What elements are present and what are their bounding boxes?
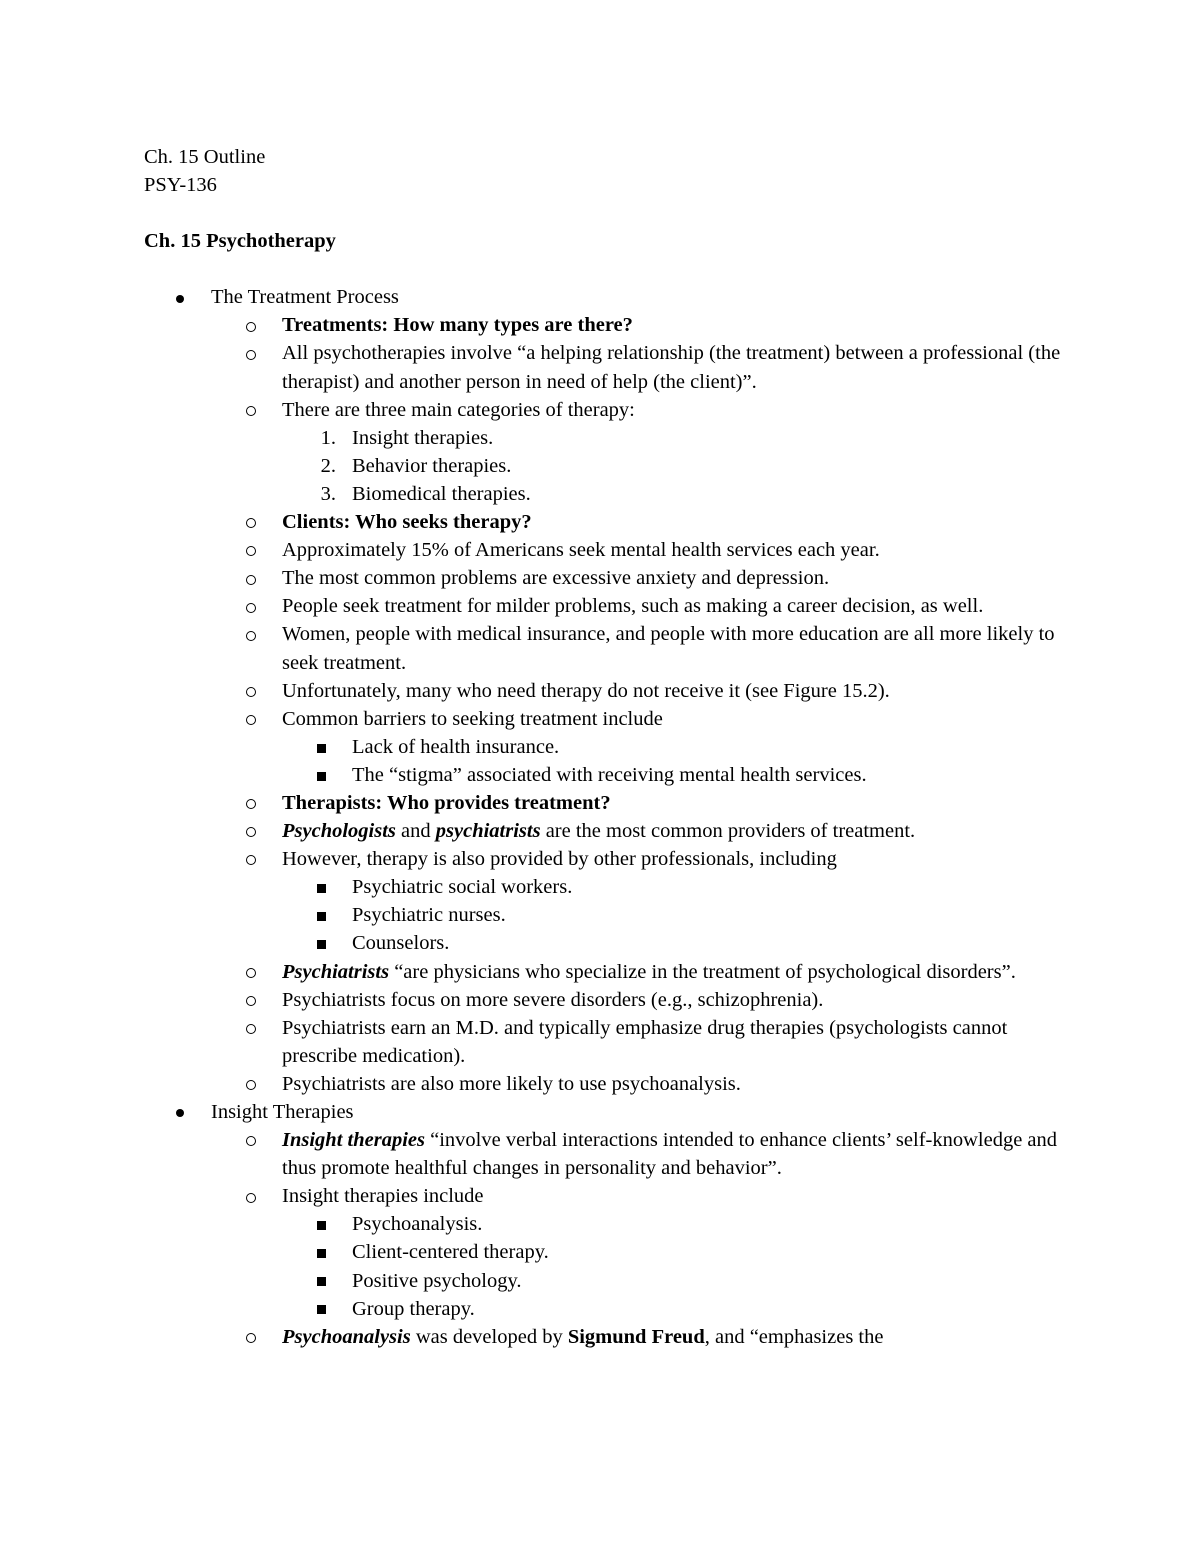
list-item-text: Women, people with medical insurance, and people with more education are all more likely to seek treatment. <box>282 623 1055 674</box>
numbered-item <box>144 480 1064 508</box>
course-code: PSY-136 <box>144 174 217 197</box>
list-item-text: Positive psychology. <box>352 1269 522 1292</box>
bullet-circle-icon <box>242 1323 260 1351</box>
list-item <box>144 677 1064 705</box>
document-page <box>144 143 1064 1351</box>
subheading-clients: Clients: Who seeks therapy? <box>282 511 532 534</box>
term-psychiatrists: psychiatrists <box>435 820 541 843</box>
list-item <box>144 789 1064 817</box>
text-fragment: and <box>395 820 436 843</box>
bullet-circle-icon <box>242 958 260 986</box>
list-item-text: Psychiatrists focus on more severe disorders (e.g., schizophrenia). <box>282 988 824 1011</box>
list-item <box>144 620 1064 676</box>
item-number: 3. <box>320 482 336 505</box>
item-number: 1. <box>320 426 336 449</box>
text-fragment: , and “emphasizes the <box>704 1325 884 1348</box>
list-item <box>144 1070 1064 1098</box>
list-item <box>144 845 1064 873</box>
list-item <box>144 986 1064 1014</box>
term-insight-therapies: Insight therapies <box>282 1129 425 1152</box>
sub-list-item <box>144 1238 1064 1266</box>
bullet-square-icon <box>312 1267 330 1295</box>
sub-list-item <box>144 1295 1064 1323</box>
list-item-text: Insight therapies include <box>282 1185 484 1208</box>
outline-title: Ch. 15 Outline <box>144 146 266 168</box>
bullet-square-icon <box>312 761 330 789</box>
bullet-circle-icon <box>242 564 260 592</box>
list-item-text: Psychiatrists are also more likely to use psychoanalysis. <box>282 1072 741 1095</box>
text-fragment: are the most common providers of treatment. <box>540 820 916 843</box>
list-item-text: Biomedical therapies. <box>352 482 531 505</box>
list-item <box>144 396 1064 424</box>
bullet-circle-icon <box>242 620 260 648</box>
list-item-text: The “stigma” associated with receiving mental health services. <box>352 763 867 786</box>
section-treatment-process <box>144 283 1064 311</box>
list-item-text: Unfortunately, many who need therapy do not receive it (see Figure 15.2). <box>282 679 890 702</box>
list-item <box>144 958 1064 986</box>
list-item-text: Common barriers to seeking treatment include <box>282 707 663 730</box>
bullet-square-icon <box>312 929 330 957</box>
term-psychologists: Psychologists <box>282 820 396 843</box>
list-item <box>144 508 1064 536</box>
name-sigmund-freud: Sigmund Freud <box>567 1325 705 1348</box>
sub-list-item <box>144 901 1064 929</box>
list-item-text: Psychoanalysis. <box>352 1213 483 1236</box>
text-fragment: was developed by <box>410 1325 568 1348</box>
list-item <box>144 592 1064 620</box>
subheading-therapists: Therapists: Who provides treatment? <box>282 791 611 814</box>
numbered-item <box>144 424 1064 452</box>
bullet-square-icon <box>312 901 330 929</box>
list-item-text: Approximately 15% of Americans seek mental health services each year. <box>282 539 880 562</box>
list-item-text: Psychiatrists earn an M.D. and typically emphasize drug therapies (psychologists cannot prescribe medication). <box>282 1016 1008 1067</box>
bullet-circle-icon <box>242 789 260 817</box>
list-item <box>144 705 1064 733</box>
list-item <box>144 311 1064 339</box>
bullet-circle-icon <box>242 1014 260 1042</box>
bullet-circle-icon <box>242 705 260 733</box>
list-item-text: People seek treatment for milder problems, such as making a career decision, as well. <box>282 595 984 618</box>
list-item <box>144 817 1064 845</box>
list-item-text: Psychiatric social workers. <box>352 876 573 899</box>
list-item <box>144 1182 1064 1210</box>
bullet-circle-icon <box>242 536 260 564</box>
list-item <box>144 339 1064 395</box>
sub-list-item <box>144 929 1064 957</box>
bullet-circle-icon <box>242 845 260 873</box>
text-fragment: “are physicians who specialize in the treatment of psychological disorders”. <box>389 960 1016 983</box>
list-item <box>144 536 1064 564</box>
sub-list-item <box>144 733 1064 761</box>
bullet-circle-icon <box>242 592 260 620</box>
bullet-square-icon <box>312 873 330 901</box>
chapter-title: Ch. 15 Psychotherapy <box>144 230 336 253</box>
list-item-text: All psychotherapies involve “a helping relationship (the treatment) between a professional (the therapist) and another person in need of help (the client)”. <box>282 342 1061 393</box>
list-item-text: Insight therapies. <box>352 426 494 449</box>
list-item <box>144 1323 1064 1351</box>
subheading-treatments: Treatments: How many types are there? <box>282 314 633 337</box>
bullet-circle-icon <box>242 396 260 424</box>
list-item-text: Client-centered therapy. <box>352 1241 549 1264</box>
section-heading: The Treatment Process <box>211 286 399 309</box>
bullet-circle-icon <box>242 1182 260 1210</box>
list-item <box>144 1126 1064 1182</box>
numbered-item <box>144 452 1064 480</box>
bullet-square-icon <box>312 1295 330 1323</box>
list-item-text: Behavior therapies. <box>352 454 512 477</box>
bullet-square-icon <box>312 1238 330 1266</box>
item-number: 2. <box>320 454 336 477</box>
bullet-dot-icon <box>171 1098 189 1126</box>
sub-list-item <box>144 1267 1064 1295</box>
list-item-text: However, therapy is also provided by other professionals, including <box>282 848 837 871</box>
list-item-text: The most common problems are excessive anxiety and depression. <box>282 567 830 590</box>
bullet-circle-icon <box>242 339 260 367</box>
list-item-text: Psychiatric nurses. <box>352 904 506 927</box>
list-item-text: Lack of health insurance. <box>352 735 560 758</box>
section-insight-therapies <box>144 1098 1064 1126</box>
sub-list-item <box>144 873 1064 901</box>
bullet-circle-icon <box>242 677 260 705</box>
bullet-square-icon <box>312 733 330 761</box>
list-item <box>144 1014 1064 1070</box>
section-heading: Insight Therapies <box>211 1101 354 1123</box>
bullet-dot-icon <box>171 283 189 311</box>
list-item-text: Counselors. <box>352 932 450 955</box>
bullet-circle-icon <box>242 817 260 845</box>
term-psychiatrists: Psychiatrists <box>282 960 390 983</box>
list-item <box>144 564 1064 592</box>
bullet-circle-icon <box>242 986 260 1014</box>
bullet-circle-icon <box>242 311 260 339</box>
sub-list-item <box>144 1210 1064 1238</box>
bullet-square-icon <box>312 1210 330 1238</box>
term-psychoanalysis: Psychoanalysis <box>282 1325 411 1348</box>
sub-list-item <box>144 761 1064 789</box>
bullet-circle-icon <box>242 1126 260 1154</box>
bullet-circle-icon <box>242 508 260 536</box>
bullet-circle-icon <box>242 1070 260 1098</box>
list-item-text: Group therapy. <box>352 1297 475 1320</box>
list-item-text: There are three main categories of therapy: <box>282 398 635 421</box>
text-fragment: “involve verbal interactions intended to enhance clients’ self-knowledge and thus promote healthful changes in personality and behavior”. <box>282 1129 1058 1180</box>
